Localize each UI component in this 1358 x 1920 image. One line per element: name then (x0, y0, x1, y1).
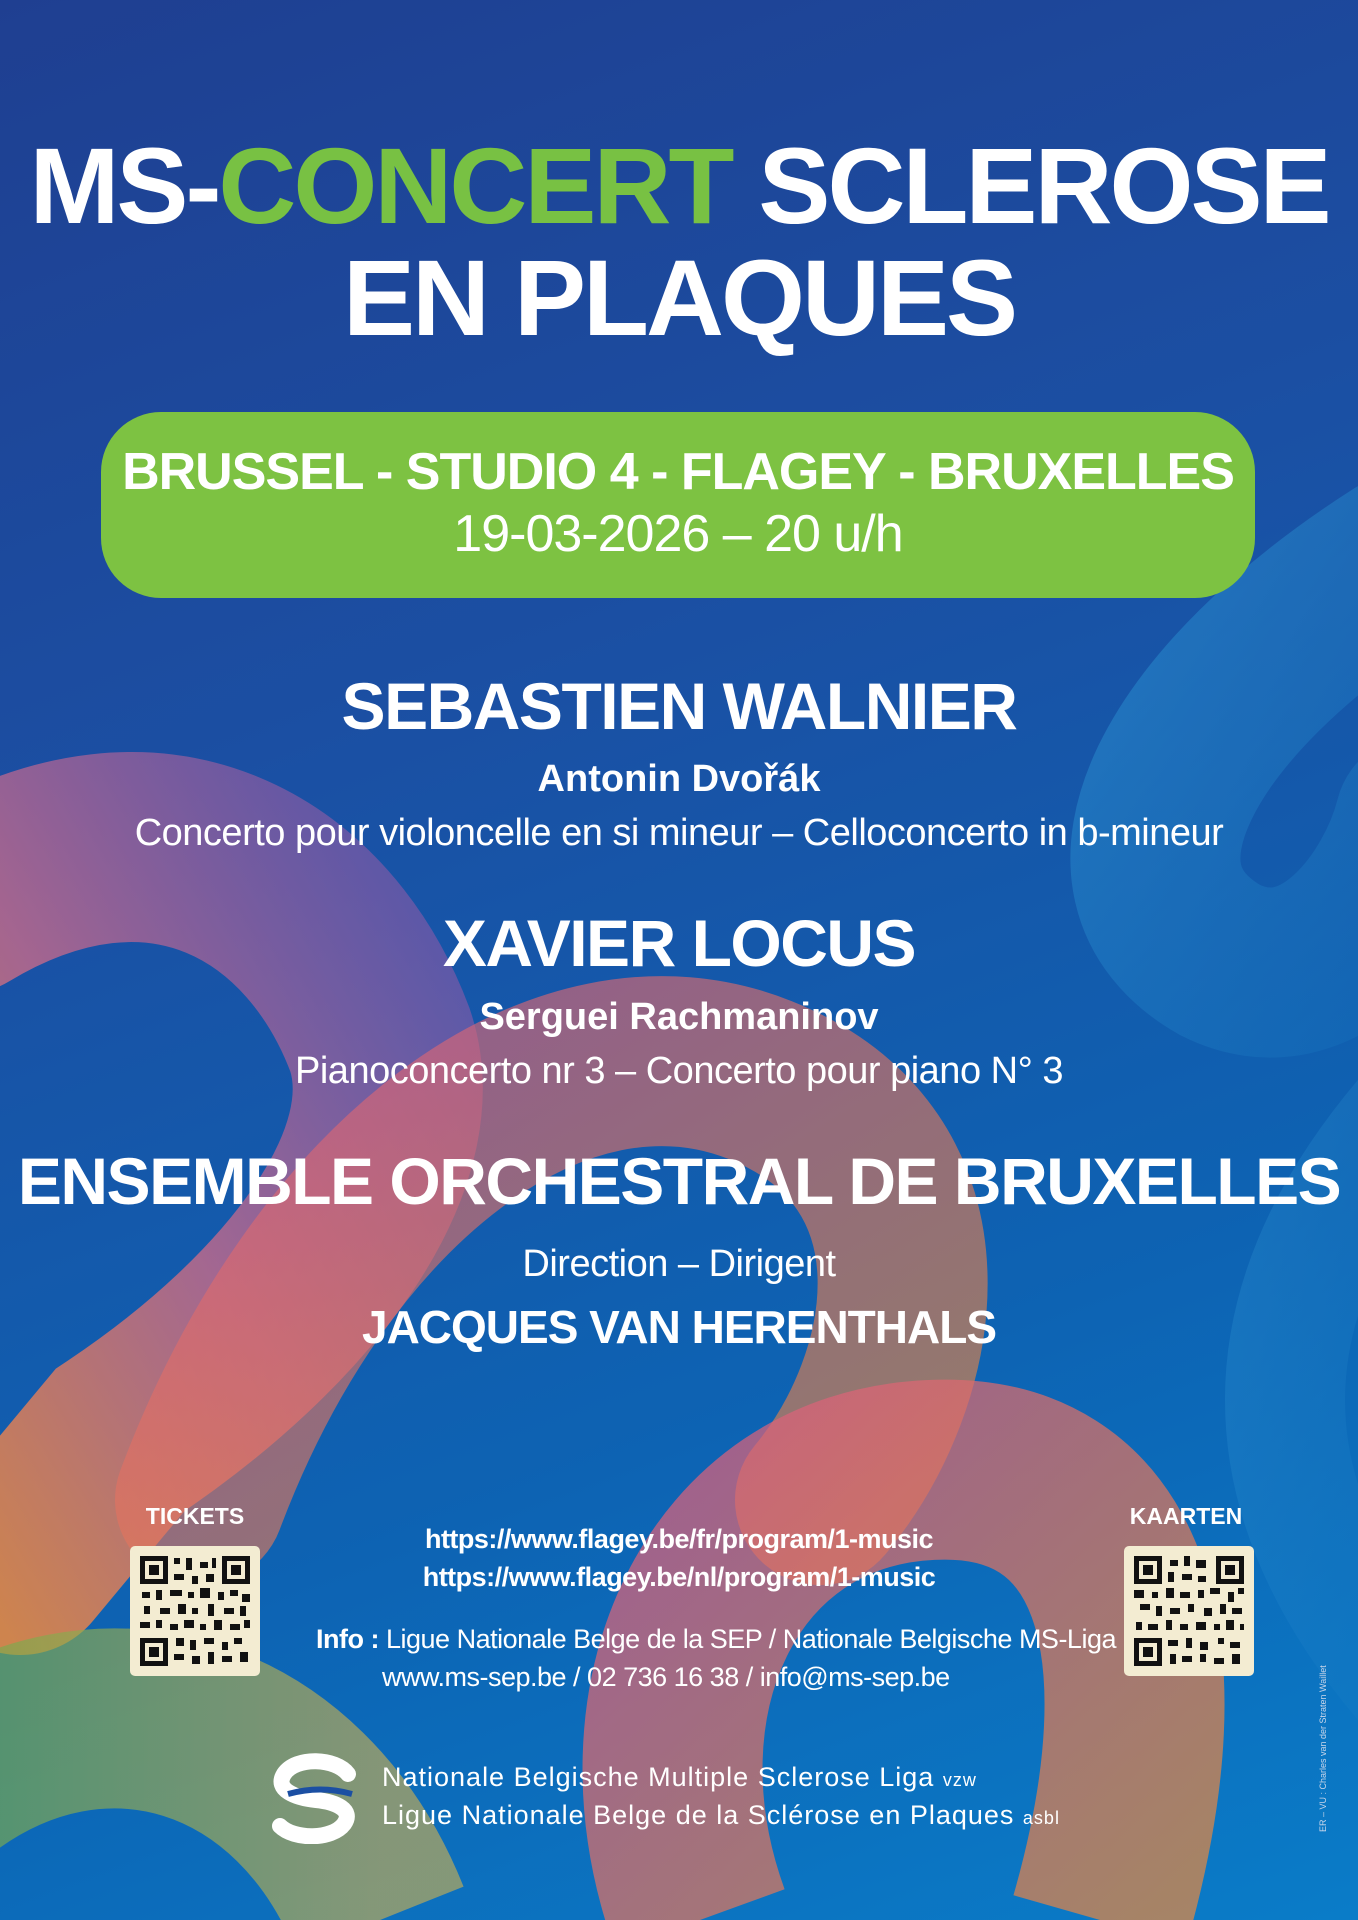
info-line-2: www.ms-sep.be / 02 736 16 38 / info@ms-sep.be (382, 1662, 950, 1692)
kaarten-label: KAARTEN (1129, 1503, 1243, 1529)
ticket-url-fr[interactable]: https://www.flagey.be/fr/program/1-music (424, 1524, 934, 1554)
title-suffix: SCLEROSE (731, 125, 1329, 246)
ms-league-logo-icon (270, 1752, 362, 1844)
direction-label: Direction – Dirigent (522, 1243, 836, 1285)
title-prefix: MS- (29, 125, 219, 246)
info-label: Info : (316, 1624, 379, 1654)
conductor-name: JACQUES VAN HERENTHALS (362, 1301, 996, 1353)
ensemble-name: ENSEMBLE ORCHESTRAL DE BRUXELLES (17, 1144, 1341, 1218)
info-line-1: Ligue Nationale Belge de la SEP / Nationale Belgische MS-Liga (386, 1624, 1116, 1654)
title-highlight: CONCERT (218, 125, 732, 246)
info-block (316, 1624, 1116, 1655)
organisation-name-fr: Ligue Nationale Belge de la Sclérose en Plaques (382, 1800, 1015, 1830)
venue-location: BRUSSEL - STUDIO 4 - FLAGEY - BRUXELLES (122, 443, 1234, 501)
work-1: Concerto pour violoncelle en si mineur – Celloconcerto in b-mineur (134, 812, 1224, 854)
performer-1: SEBASTIEN WALNIER (341, 669, 1017, 743)
venue-banner (101, 412, 1255, 598)
composer-1: Antonin Dvořák (537, 758, 821, 800)
organisation-line-1 (382, 1762, 977, 1793)
event-datetime: 19-03-2026 – 20 u/h (453, 505, 903, 563)
work-2: Pianoconcerto nr 3 – Concerto pour piano N° 3 (295, 1050, 1063, 1092)
tickets-label: TICKETS (145, 1503, 245, 1529)
composer-2: Serguei Rachmaninov (479, 996, 879, 1038)
title-line-1 (0, 125, 1358, 246)
performer-2: XAVIER LOCUS (442, 906, 916, 980)
organisation-line-2 (382, 1800, 1060, 1831)
publisher-credit: ER – VU : Charles van der Straten Waillet (1318, 1665, 1328, 1832)
ticket-url-nl[interactable]: https://www.flagey.be/nl/program/1-music (422, 1562, 936, 1592)
title-line-2: EN PLAQUES (342, 237, 1016, 358)
poster-title (0, 125, 1358, 358)
organisation-suffix-nl: vzw (942, 1770, 977, 1790)
organisation-name-nl: Nationale Belgische Multiple Sclerose Liga (382, 1762, 935, 1792)
organisation-suffix-fr: asbl (1022, 1808, 1060, 1828)
